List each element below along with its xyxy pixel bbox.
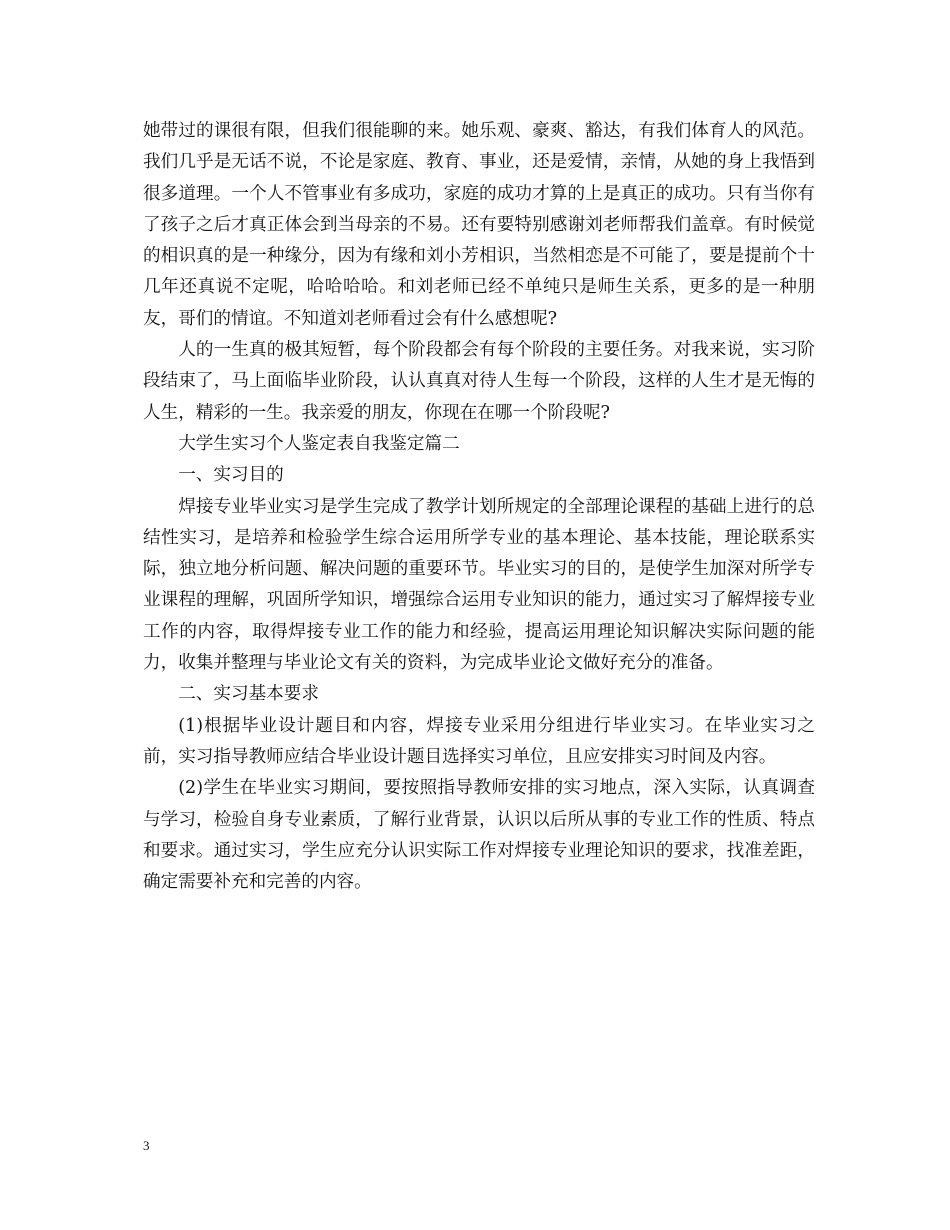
heading-practice-purpose: 一、实习目的	[178, 465, 284, 486]
section-title: 大学生实习个人鉴定表自我鉴定篇二	[178, 433, 460, 454]
paragraph-practice-purpose: 焊接专业毕业实习是学生完成了教学计划所规定的全部理论课程的基础上进行的总结性实习，是培养和检验学生综合运用所学专业的基本理论、基本技能，理论联系实际，独立地分析问题、解决问题的重要环节。毕业实习的目的，是使学生加深对所学专业课程的理解，巩固所学知识，增强综合运用专业知识的能力，通过实习了解焊接专业工作的内容，取得焊接专业工作的能力和经验，提高运用理论知识解决实际问题的能力，收集并整理与毕业论文有关的资料，为完成毕业论文做好充分的准备。	[143, 496, 815, 674]
paragraph-1: 她带过的课很有限，但我们很能聊的来。她乐观、豪爽、豁达，有我们体育人的风范。我们几乎是无话不说，不论是家庭、教育、事业，还是爱情，亲情，从她的身上我悟到很多道理。一个人不管事业有多成功，家庭的成功才算的上是真正的成功。只有当你有了孩子之后才真正体会到当母亲的不易。还有要特别感谢刘老师帮我们盖章。有时候觉的相识真的是一种缘分，因为有缘和刘小芳相识，当然相恋是不可能了，要是提前个十几年还真说不定呢，哈哈哈哈。和刘老师已经不单纯只是师生关系，更多的是一种朋友，哥们的情谊。不知道刘老师看过会有什么感想呢?	[143, 121, 815, 329]
document-body	[143, 116, 815, 898]
paragraph-requirement-1: (1)根据毕业设计题目和内容，焊接专业采用分组进行毕业实习。在毕业实习之前，实习指导教师应结合毕业设计题目选择实习单位，且应安排实习时间及内容。	[143, 715, 815, 767]
page-number: 3	[143, 1138, 150, 1153]
paragraph-2: 人的一生真的极其短暂，每个阶段都会有每个阶段的主要任务。对我来说，实习阶段结束了，马上面临毕业阶段，认认真真对待人生每一个阶段，这样的人生才是无悔的人生，精彩的一生。我亲爱的朋友，你现在在哪一个阶段呢?	[143, 340, 815, 423]
paragraph-requirement-2: (2)学生在毕业实习期间，要按照指导教师安排的实习地点，深入实际，认真调查与学习，检验自身专业素质，了解行业背景，认识以后所从事的专业工作的性质、特点和要求。通过实习，学生应充分认识实际工作对焊接专业理论知识的要求，找准差距，确定需要补充和完善的内容。	[143, 778, 815, 893]
heading-basic-requirements: 二、实习基本要求	[178, 684, 319, 705]
